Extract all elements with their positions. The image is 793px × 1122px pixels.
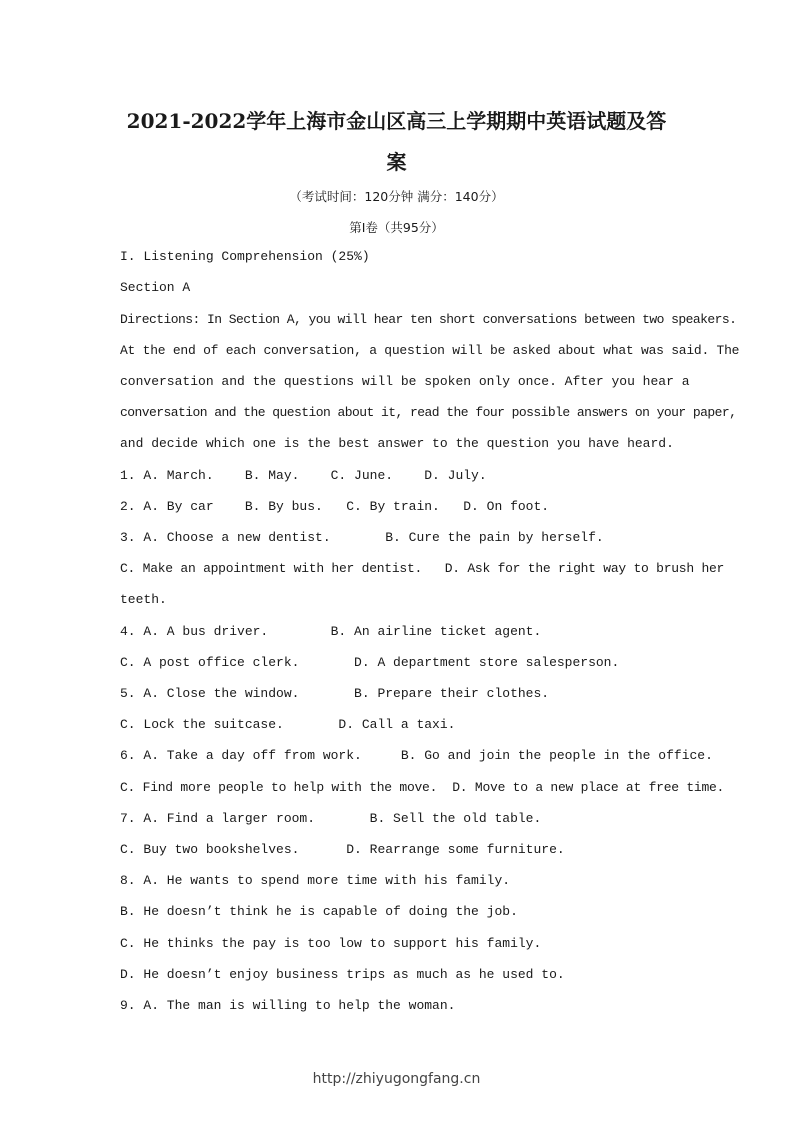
question-line: B. He doesn’t think he is capable of doing the job.: [120, 904, 518, 919]
section-heading: I. Listening Comprehension (25%): [120, 249, 370, 264]
directions-line: conversation and the question about it, read the four possible answers on your paper,: [120, 405, 737, 420]
question-line: C. A post office clerk. D. A department store salesperson.: [120, 655, 620, 670]
question-line: 7. A. Find a larger room. B. Sell the old table.: [120, 811, 542, 826]
footer-url[interactable]: http://zhiyugongfang.cn: [312, 1071, 481, 1087]
exam-info: （考试时间：120分钟 满分：140分）: [289, 189, 504, 204]
question-line: 8. A. He wants to spend more time with his family.: [120, 873, 511, 888]
section-subheading: Section A: [120, 280, 191, 295]
directions-line: At the end of each conversation, a question will be asked about what was said. The: [120, 343, 740, 358]
directions-line: Directions: In Section A, you will hear ten short conversations between two speakers.: [120, 312, 737, 327]
question-line: D. He doesn’t enjoy business trips as much as he used to.: [120, 967, 565, 982]
directions-line: and decide which one is the best answer to the question you have heard.: [120, 436, 674, 451]
question-line: 5. A. Close the window. B. Prepare their clothes.: [120, 686, 550, 701]
question-line: 2. A. By car B. By bus. C. By train. D. On foot.: [120, 499, 550, 514]
question-line: C. Make an appointment with her dentist. D. Ask for the right way to brush her: [120, 561, 725, 576]
document-title-line-2: 案: [386, 150, 407, 174]
part-title: 第Ⅰ卷（共95分）: [349, 220, 444, 235]
question-line: 1. A. March. B. May. C. June. D. July.: [120, 468, 487, 483]
question-line: 6. A. Take a day off from work. B. Go and join the people in the office.: [120, 748, 713, 763]
document-title-line-1: 2021-2022学年上海市金山区高三上学期期中英语试题及答: [126, 109, 667, 133]
question-line: 3. A. Choose a new dentist. B. Cure the pain by herself.: [120, 530, 604, 545]
question-line: C. Lock the suitcase. D. Call a taxi.: [120, 717, 456, 732]
question-line: C. Buy two bookshelves. D. Rearrange some furniture.: [120, 842, 565, 857]
question-line: C. Find more people to help with the move. D. Move to a new place at free time.: [120, 780, 725, 795]
question-line: 4. A. A bus driver. B. An airline ticket agent.: [120, 624, 542, 639]
question-line: 9. A. The man is willing to help the woman.: [120, 998, 456, 1013]
question-line: teeth.: [120, 592, 167, 607]
question-line: C. He thinks the pay is too low to support his family.: [120, 936, 542, 951]
directions-line: conversation and the questions will be spoken only once. After you hear a: [120, 374, 690, 389]
